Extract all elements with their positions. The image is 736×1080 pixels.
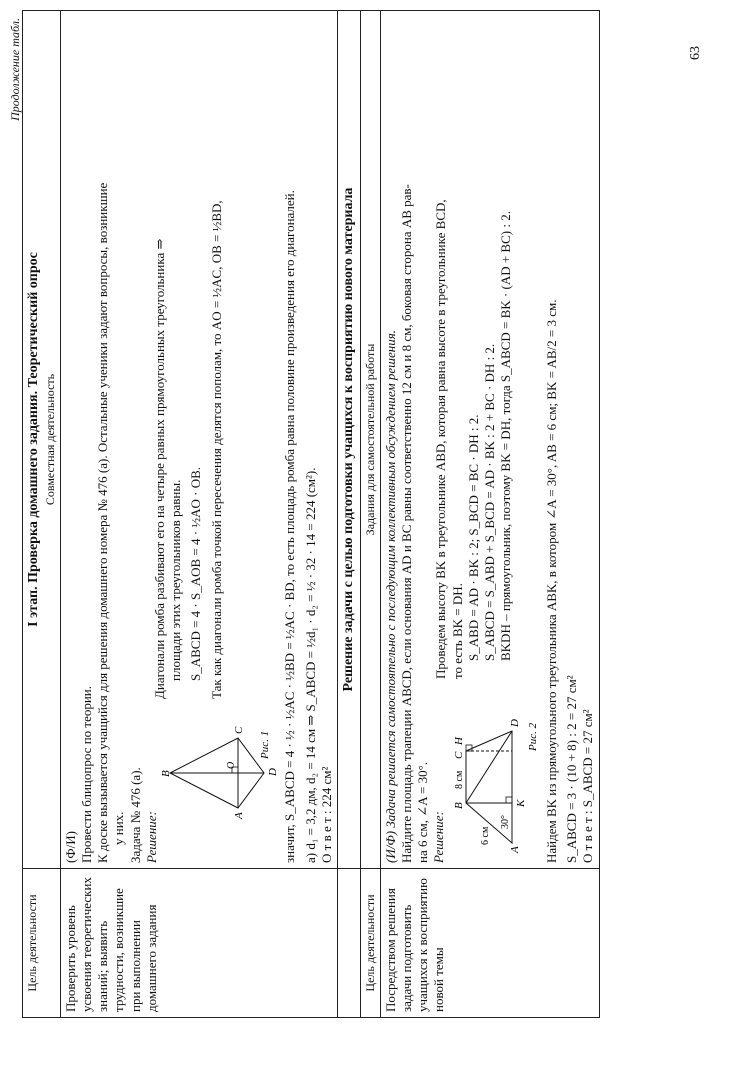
trapezoid-side-label: 6 см: [479, 826, 491, 845]
rhombus-diagram: [160, 713, 278, 863]
stage1-title: I этап. Проверка домашнего задания. Теоретический опрос: [26, 252, 41, 627]
rhombus-caption: Рис. 1: [259, 730, 271, 759]
stage2-line: Найдите площадь трапеции ABCD, если основания AD и BC равны соответственно 12 см и 8 см, боковая сторона AB рав-: [398, 184, 414, 863]
lesson-table: [22, 10, 600, 1018]
trapezoid-angle-label: 30°: [499, 815, 511, 829]
stage2-left-empty: [338, 869, 361, 1018]
solution-line: Проведем высоту BK в треугольнике ABD, которая равна высоте в треугольнике BCD,: [433, 199, 449, 679]
stage1-line: К доске вызывается учащийся для решения домашнего номера № 476 (а). Остальные ученики задают вопросы, возникшие: [95, 182, 110, 863]
continuation-note: Продолжение табл.: [8, 18, 22, 121]
stage1-line: (Ф/И): [62, 831, 78, 863]
trapezoid-figure: [431, 693, 544, 863]
stage1-goal: Проверить уровень усвоения теоретических знаний; выявить трудности, возникшие при выполнении домашнего задания: [60, 869, 338, 1018]
trapezoid-label-a: A: [508, 846, 521, 853]
stage2-goal-header: Цель деятельности: [360, 869, 380, 1018]
stage2-activity-header: Задания для самостоятельной работы: [360, 11, 380, 869]
page-number: 63: [688, 46, 703, 60]
stage2-title-cell: [338, 11, 361, 869]
rhombus-label-c: C: [233, 726, 245, 734]
stage1-solution-label: Решение:: [143, 811, 159, 863]
stage1-activity-header: Совместная деятельность: [42, 373, 57, 506]
solution-line: BKDH – прямоугольник, поэтому BK = DH, тогда S_ABCD = BK · (AD + BC) : 2.: [498, 211, 514, 661]
stage1-line: Задача № 476 (а).: [127, 767, 143, 863]
solution-line: площади этих треугольников равны.: [168, 479, 183, 681]
trapezoid-label-c: C: [452, 751, 465, 759]
stage2-goal: Посредством решения задачи подготовить учащихся к восприятию новой темы: [380, 869, 599, 1018]
trapezoid-label-d: D: [508, 719, 521, 727]
stage1-content: [60, 11, 338, 869]
stage1-title-cell: [23, 11, 61, 869]
stage1-answer: О т в е т : 224 см²: [318, 766, 334, 863]
stage1-line: Провести блицопрос по теории.: [78, 685, 94, 863]
stage2-solution-label: Решение:: [431, 811, 447, 863]
stage2-find-bk: Найдем BK из прямоугольного треугольника ABK, в котором ∠A = 30°, AB = 6 см; BK = AB/2 = 3 см.: [543, 299, 559, 863]
stage1-calculation: а) d₁ = 3,2 дм, d₂ = 14 см ⇒ S_ABCD = ½d₁ · d₂ = ½ · 32 · 14 = 224 (см²).: [302, 467, 318, 863]
trapezoid-label-b: B: [452, 802, 465, 809]
stage2-solution-text: [431, 199, 514, 693]
stage1-line: у них.: [111, 811, 127, 845]
solution-line: S_ABCD = 4 · S_AOB = 4 · ½AO · OB.: [188, 466, 204, 681]
solution-line: Так как диагонали ромба точкой пересечения делятся пополам, то AO = ½AC, OB = ½BD,: [208, 200, 224, 699]
solution-line: S_ABD = AD · BK : 2; S_BCD = BC · DH : 2.: [465, 414, 481, 661]
trapezoid-diagram: [448, 693, 540, 863]
goal-header: Цель деятельности: [23, 869, 61, 1018]
trapezoid-top-label: 8 см: [453, 770, 465, 789]
solution-line: S_ABCD = S_ABD + S_BCD = AD · BK : 2 + BC · DH : 2.: [482, 343, 497, 661]
stage2-content: [380, 11, 599, 869]
stage1-solution-text: [144, 200, 225, 713]
solution-line: Диагонали ромба разбивают его на четыре равных прямоугольных треугольника ⇒: [151, 238, 167, 699]
solution-line: то есть BK = DH.: [449, 583, 465, 679]
trapezoid-caption: Рис. 2: [526, 722, 539, 751]
rhombus-label-d: D: [267, 768, 278, 776]
trapezoid-label-k: K: [514, 799, 527, 807]
rhombus-figure: [144, 713, 283, 863]
stage2-line: на 6 см, ∠A = 30°.: [415, 761, 430, 863]
stage2-answer: О т в е т : S_ABCD = 27 см²: [580, 709, 596, 863]
rhombus-label-b: B: [160, 770, 172, 777]
rhombus-label-o: O: [226, 761, 237, 769]
stage2-line: (И/Ф) Задача решается самостоятельно с последующим коллективным обсуждением решения.: [382, 330, 398, 863]
stage1-conclusion: значит, S_ABCD = 4 · ½ · ½AC · ½BD = ½AC · BD, то есть площадь ромба равна половине произведения его диагоналей.: [282, 190, 298, 863]
trapezoid-label-h: H: [452, 737, 465, 745]
rhombus-label-a: A: [233, 812, 245, 819]
stage2-title: Решение задачи с целью подготовки учащихся к восприятию нового материала: [341, 187, 356, 692]
stage2-calculation: S_ABCD = 3 · (10 + 8) : 2 = 27 см²: [564, 675, 579, 863]
